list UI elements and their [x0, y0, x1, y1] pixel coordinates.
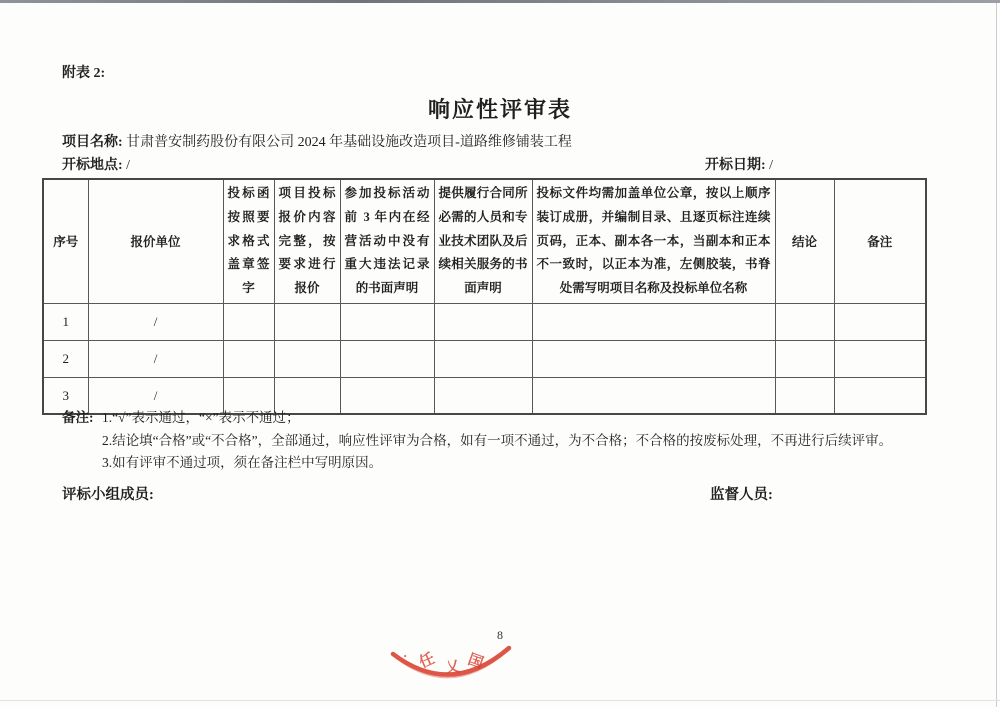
open-place-value: / — [126, 158, 131, 173]
note-line-3: 3.如有评审不通过项，须在备注栏中写明原因。 — [102, 455, 383, 470]
cell-empty — [434, 303, 532, 340]
header-binding-requirements: 投标文件均需加盖单位公章，按以上顺序装订成册，并编制目录、且逐页标注连续页码，正本、副本各一本，当副本和正本不一致时，以正本为准，左侧胶装，书脊处需写明项目名称及投标单位名称 — [532, 179, 775, 303]
evaluation-team-label: 评标小组成员: — [62, 487, 154, 503]
project-name-label: 项目名称: — [62, 135, 123, 150]
header-bidder-unit: 报价单位 — [88, 179, 223, 303]
header-serial-no: 序号 — [43, 179, 88, 303]
project-name-value: 甘肃普安制药股份有限公司 2024 年基础设施改造项目-道路维修铺装工程 — [126, 135, 572, 150]
supervisor-label: 监督人员: — [710, 487, 773, 503]
seal-glyph: 任 — [417, 650, 438, 672]
cell-empty — [532, 303, 775, 340]
cell-remark — [834, 303, 926, 340]
cell-empty — [340, 303, 434, 340]
cell-empty — [532, 340, 775, 377]
cell-empty — [274, 303, 340, 340]
note-line-2: 2.结论填“合格”或“不合格”，全部通过，响应性评审为合格，如有一项不通过，为不合格；不合格的按废标处理，不再进行后续评审。 — [102, 432, 893, 448]
cell-serial-no: 1 — [43, 303, 88, 340]
note-line-1: 1.“√”表示通过，“×”表示不通过； — [102, 410, 300, 425]
partial-red-seal-stamp — [383, 638, 519, 707]
cell-conclusion — [775, 303, 834, 340]
cell-serial-no: 2 — [43, 340, 88, 377]
seal-glyph: · — [403, 648, 408, 663]
annex-label: 附表 2: — [62, 66, 106, 81]
cell-conclusion — [775, 340, 834, 377]
notes-label: 备注: — [62, 410, 94, 425]
responsiveness-review-table — [42, 178, 927, 415]
page-number: 8 — [497, 628, 503, 642]
cell-empty — [223, 340, 274, 377]
page-title: 响应性评审表 — [427, 97, 572, 122]
header-bid-price-complete: 项目投标报价内容完整，按要求进行报价 — [274, 179, 340, 303]
cell-bidder-unit: / — [88, 340, 223, 377]
cell-empty — [223, 303, 274, 340]
cell-bidder-unit: / — [88, 303, 223, 340]
project-name-line — [62, 131, 572, 151]
cell-empty — [434, 340, 532, 377]
scan-edge-top — [0, 0, 1000, 3]
seal-glyph: 乂 — [444, 659, 461, 677]
header-no-illegal-record: 参加投标活动前 3 年内在经营活动中没有重大违法记录的书面声明 — [340, 179, 434, 303]
cell-bidder-unit: / — [88, 377, 223, 414]
header-bid-letter-format: 投标函按照要求格式盖章签字 — [223, 179, 274, 303]
cell-empty — [274, 340, 340, 377]
table-row — [43, 340, 926, 377]
cell-serial-no: 3 — [43, 377, 88, 414]
open-date-value: / — [769, 158, 774, 173]
seal-glyph: 国 — [465, 651, 486, 673]
open-date-label: 开标日期: — [705, 158, 766, 173]
table-header-row — [43, 179, 926, 303]
open-date-line — [705, 154, 773, 174]
cell-remark — [834, 340, 926, 377]
table-row — [43, 303, 926, 340]
open-place-label: 开标地点: — [62, 158, 123, 173]
cell-empty — [340, 340, 434, 377]
header-personnel-team: 提供履行合同所必需的人员和专业技术团队及后续相关服务的书面声明 — [434, 179, 532, 303]
header-remark: 备注 — [834, 179, 926, 303]
header-conclusion: 结论 — [775, 179, 834, 303]
open-place-line — [62, 154, 130, 174]
notes-section — [62, 407, 942, 475]
